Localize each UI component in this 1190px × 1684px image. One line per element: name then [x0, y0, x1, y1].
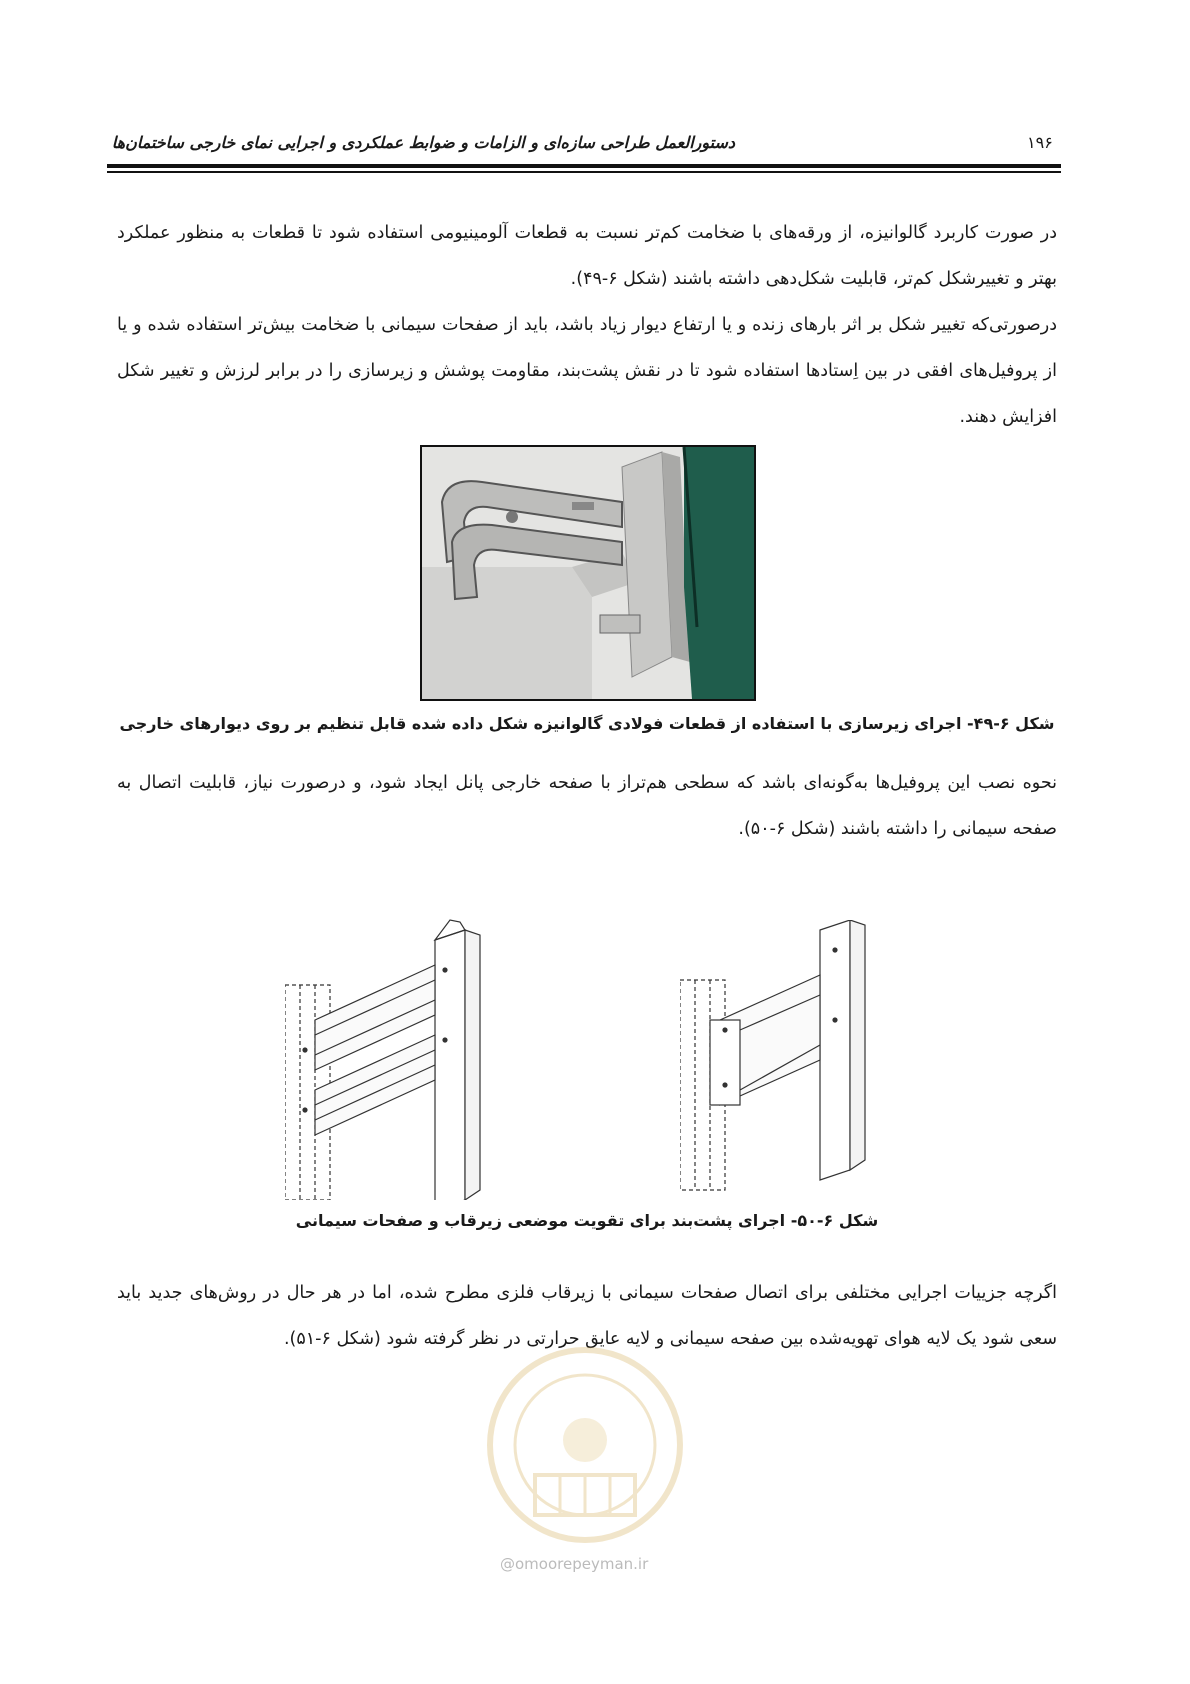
seal-icon [480, 1340, 690, 1550]
paragraph-deformation: درصورتی‌که تغییر شکل بر اثر بارهای زنده و یا ارتفاع دیوار زیاد باشد، باید از صفحات سیمانی با ضخامت بیش‌تر استفاده شده و یا از پروفیل‌های افقی در بین اِستادها استفاده شود تا در نقش پشت‌بند، مقاومت پوشش و زیرسازی را در برابر لرزش و تغییر شکل افزایش دهند. [117, 315, 1057, 427]
figure-6-50-caption: شکل ۶-۵۰- اجرای پشت‌بند برای تقویت موضعی زیرقاب و صفحات سیمانی [295, 1211, 879, 1230]
header-rule-thick [107, 164, 1061, 168]
paragraph-ventilated-layer: اگرچه جزییات اجرایی مختلفی برای اتصال صفحات سیمانی با زیرقاب فلزی مطرح شده، اما در هر حال در روش‌های جدید باید سعی شود یک لایه هوای تهویه‌شده بین صفحه سیمانی و لایه عایق حرارتی در نظر گرفته شود (شکل ۶-۵۱). [117, 1283, 1057, 1349]
figure-6-50-double-blocking-drawing [285, 910, 505, 1200]
figure-6-49-image [420, 445, 756, 701]
paragraph-installation: نحوه نصب این پروفیل‌ها به‌گونه‌ای باشد که سطحی هم‌تراز با صفحه خارجی پانل ایجاد شود، و درصورت نیاز، قابلیت اتصال به صفحه سیمانی را داشته باشند (شکل ۶-۵۰). [117, 773, 1057, 839]
figure-6-49-caption: شکل ۶-۴۹- اجرای زیرسازی با استفاده از قطعات فولادی گالوانیزه شکل داده شده قابل تنظیم بر روی دیوارهای خارجی [119, 714, 1055, 733]
header-rule-thin [107, 171, 1061, 173]
paragraph-galvanized: در صورت کاربرد گالوانیزه، از ورقه‌های با ضخامت کم‌تر نسبت به قطعات آلومینیومی استفاده شود تا قطعات به منظور عملکرد بهتر و تغییرشکل کم‌تر، قابلیت شکل‌دهی داشته باشند (شکل ۶-۴۹). [117, 223, 1057, 289]
watermark-logo [480, 1340, 690, 1550]
figure-6-50-single-blocking-drawing [680, 920, 905, 1200]
running-header: دستورالعمل طراحی سازه‌ای و الزامات و ضوابط عملکردی و اجرایی نمای خارجی ساختمان‌ها [111, 133, 735, 152]
page-number: ۱۹۶ [1027, 133, 1053, 152]
galvanized-clip-illustration [422, 447, 754, 699]
watermark-site: @omoorepeyman.ir [500, 1555, 649, 1573]
